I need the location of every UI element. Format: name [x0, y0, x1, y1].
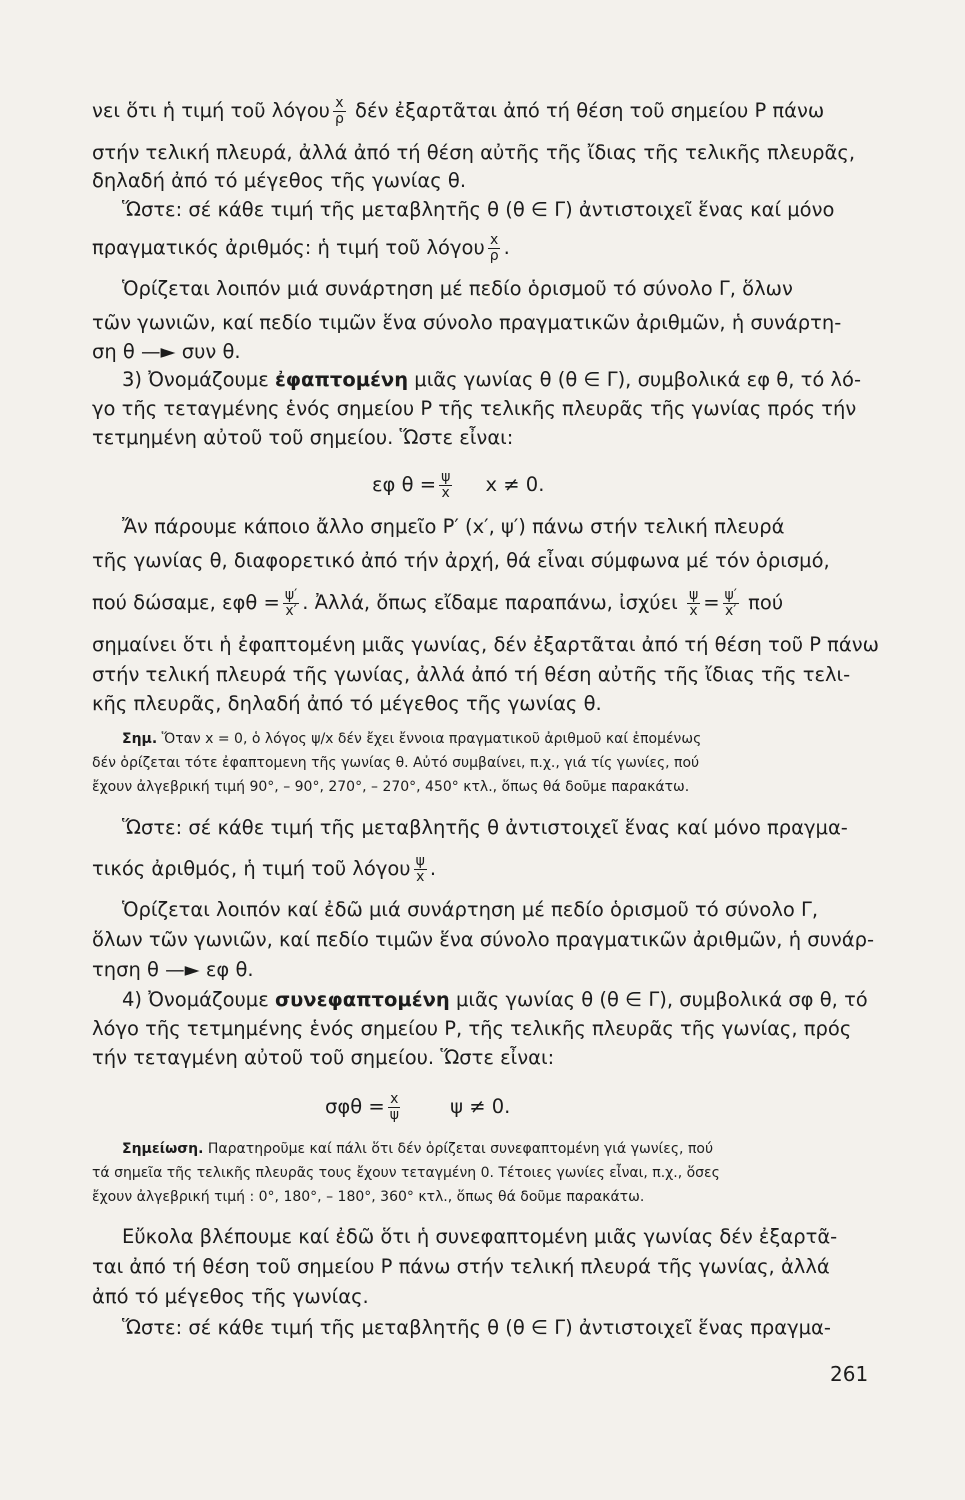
numerator: ψ′	[284, 587, 298, 603]
equation-lhs: εφ θ =	[372, 473, 437, 496]
numerator: x	[390, 1091, 399, 1107]
text-line: Ἄν πάρουμε κάποιο ἄλλο σημεῖο Ρ′ (x′, ψ′) πάνω στήν τελική πλευρά	[122, 515, 785, 538]
denominator: ρ	[489, 248, 499, 264]
text-line: Ὥστε: σέ κάθε τιμή τῆς μεταβλητῆς θ (θ ∈ Γ) ἀντιστοιχεῖ ἕνας πραγμα-	[122, 1316, 831, 1339]
denominator: ρ	[334, 111, 344, 127]
numerator: ψ	[688, 587, 699, 603]
text-line: Ὁρίζεται λοιπόν μιά συνάρτηση μέ πεδίο ὁρισμοῦ τό σύνολο Γ, ὅλων	[122, 277, 793, 300]
text-line: δηλαδή ἀπό τό μέγεθος τῆς γωνίας θ.	[92, 169, 467, 192]
fraction-psi-x	[414, 854, 427, 885]
note-line	[122, 728, 902, 750]
text: μιᾶς γωνίας θ (θ ∈ Γ), συμβολικά σφ θ, τό	[455, 988, 868, 1011]
text: 4) Ὀνομάζουμε	[122, 988, 269, 1011]
text-line: ση θ —► συν θ.	[92, 340, 241, 363]
note-line: τά σημεῖα τῆς τελικῆς πλευρᾶς τους ἔχουν τεταγμένη 0. Τέτοιες γωνίες εἶναι, π.χ., ὅσες	[92, 1165, 720, 1181]
note-label: Σημείωση.	[122, 1141, 204, 1157]
text: πού	[748, 591, 784, 614]
text-line	[92, 96, 872, 127]
equation-condition: x ≠ 0.	[485, 473, 545, 496]
fraction-x-rho	[333, 96, 346, 127]
text-line: τικός ἀριθμός, ἡ τιμή τοῦ λόγου $\frac{\psi}{x}$ .	[92, 853, 437, 885]
note-line	[122, 1138, 902, 1160]
text-line: στήν τελική πλευρά τῆς γωνίας, ἀλλά ἀπό τή θέση αὐτῆς τῆς ἴδιας τῆς τελι-	[92, 663, 851, 686]
text-line: λόγο τῆς τετμημένης ἑνός σημείου Ρ, τῆς τελικῆς πλευρᾶς τῆς γωνίας, πρός	[92, 1017, 852, 1040]
text: . Ἀλλά, ὅπως εἴδαμε παραπάνω, ἰσχύει	[302, 591, 678, 614]
fraction-psi-x	[439, 470, 452, 501]
fraction-psip-xp	[723, 588, 739, 619]
text-line: τετμημένη αὐτοῦ τοῦ σημείου. Ὥστε εἶναι:	[92, 426, 514, 449]
denominator: x′	[725, 603, 737, 619]
text-line: τήν τεταγμένη αὐτοῦ τοῦ σημείου. Ὥστε εἶναι:	[92, 1046, 555, 1069]
text-line: στήν τελική πλευρά, ἀλλά ἀπό τή θέση αὐτῆς τῆς ἴδιας τῆς τελικῆς πλευρᾶς,	[92, 141, 856, 164]
numerator: ψ′	[724, 587, 737, 603]
note-line: ἔχουν ἀλγεβρική τιμή 90°, – 90°, 270°, – 270°, 450° κτλ., ὅπως θά δοῦμε παρακάτω.	[92, 779, 690, 795]
term-bold: συνεφαπτομένη	[274, 988, 450, 1011]
numerator: ψ	[415, 853, 425, 869]
text-line: ται ἀπό τή θέση τοῦ σημείου Ρ πάνω στήν τελική πλευρά τῆς γωνίας, ἀλλά	[92, 1255, 830, 1278]
numerator: ψ	[441, 469, 451, 485]
text: μιᾶς γωνίας θ (θ ∈ Γ), συμβολικά εφ θ, τό λό-	[414, 368, 861, 391]
fraction-x-psi	[388, 1092, 401, 1123]
text: τικός ἀριθμός, ἡ τιμή τοῦ λόγου	[92, 857, 411, 880]
text-line: τῶν γωνιῶν, καί πεδίο τιμῶν ἕνα σύνολο πραγματικῶν ἀριθμῶν, ἡ συνάρτη-	[92, 311, 842, 334]
text-line: τῆς γωνίας θ, διαφορετικό ἀπό τήν ἀρχή, θά εἶναι σύμφωνα μέ τόν ὁρισμό,	[92, 549, 830, 572]
note-label: Σημ.	[122, 731, 158, 747]
fraction-x-rho	[488, 233, 501, 264]
text-line: τηση θ —► εφ θ.	[92, 958, 254, 981]
denominator: ψ	[389, 1107, 399, 1123]
equation-tan	[372, 470, 544, 501]
text: Ὅταν x = 0, ὁ λόγος ψ/x δέν ἔχει ἔννοια πραγματικοῦ ἀριθμοῦ καί ἑπομένως	[161, 731, 702, 747]
text-line	[122, 987, 902, 1013]
equation-condition: ψ ≠ 0.	[450, 1095, 511, 1118]
fraction-psip-xp	[283, 588, 299, 619]
note-line: ἔχουν ἀλγεβρική τιμή : 0°, 180°, – 180°, 360° κτλ., ὅπως θά δοῦμε παρακάτω.	[92, 1189, 645, 1205]
denominator: x′	[285, 603, 297, 619]
text-line: Ὥστε: σέ κάθε τιμή τῆς μεταβλητῆς θ (θ ∈ Γ) ἀντιστοιχεῖ ἕνας καί μόνο	[122, 198, 835, 221]
text-line: πραγματικός ἀριθμός: ἡ τιμή τοῦ λόγου $\frac{x}{\rho}$ .	[92, 232, 510, 264]
text: δέν ἐξαρτᾶται ἀπό τή θέση τοῦ σημείου Ρ πάνω	[355, 99, 825, 122]
fraction-psi-x	[687, 588, 700, 619]
numerator: x	[490, 232, 499, 248]
text-line: σημαίνει ὅτι ἡ ἐφαπτομένη μιᾶς γωνίας, δέν ἐξαρτᾶται ἀπό τή θέση τοῦ Ρ πάνω	[92, 633, 879, 656]
page-number: 261	[830, 1362, 869, 1386]
text-line: κῆς πλευρᾶς, δηλαδή ἀπό τό μέγεθος τῆς γωνίας θ.	[92, 692, 602, 715]
text-line: ἀπό τό μέγεθος τῆς γωνίας.	[92, 1285, 369, 1308]
text-line: Ὁρίζεται λοιπόν καί ἐδῶ μιά συνάρτηση μέ πεδίο ὁρισμοῦ τό σύνολο Γ,	[122, 898, 819, 921]
text: 3) Ὀνομάζουμε	[122, 368, 269, 391]
denominator: x	[416, 869, 425, 885]
text-line: Εὔκολα βλέπουμε καί ἐδῶ ὅτι ἡ συνεφαπτομένη μιᾶς γωνίας δέν ἐξαρτᾶ-	[122, 1225, 838, 1248]
equation-lhs: σφθ =	[325, 1095, 385, 1118]
text-line: ὅλων τῶν γωνιῶν, καί πεδίο τιμῶν ἕνα σύνολο πραγματικῶν ἀριθμῶν, ἡ συνάρ-	[92, 928, 875, 951]
note-line: δέν ὁρίζεται τότε ἐφαπτομενη τῆς γωνίας θ. Αὐτό συμβαίνει, π.χ., γιά τίς γωνίες, πού	[92, 755, 700, 771]
numerator: x	[335, 95, 344, 111]
equation-cot	[325, 1092, 510, 1123]
text: νει ὅτι ἡ τιμή τοῦ λόγου	[92, 99, 330, 122]
text-line: Ὥστε: σέ κάθε τιμή τῆς μεταβλητῆς θ ἀντιστοιχεῖ ἕνας καί μόνο πραγμα-	[122, 816, 848, 839]
text: πραγματικός ἀριθμός: ἡ τιμή τοῦ λόγου	[92, 236, 485, 259]
text-line: γο τῆς τεταγμένης ἑνός σημείου Ρ τῆς τελικῆς πλευρᾶς τῆς γωνίας πρός τήν	[92, 397, 857, 420]
text-line	[122, 367, 902, 393]
denominator: x	[689, 603, 698, 619]
denominator: x	[441, 485, 450, 501]
term-bold: ἐφαπτομένη	[274, 368, 409, 391]
text: Παρατηροῦμε καί πάλι ὅτι δέν ὁρίζεται συνεφαπτομένη γιά γωνίες, πού	[207, 1141, 714, 1157]
text-line: πού δώσαμε, εφθ = $\frac{\psi'}{x'}$ . Ἀλλά, ὅπως εἴδαμε παραπάνω, ἰσχύει $\frac{\psi}{x}$ = $\frac{\psi'}{x'}$ πού	[92, 587, 784, 619]
text: πού δώσαμε, εφθ =	[92, 591, 280, 614]
